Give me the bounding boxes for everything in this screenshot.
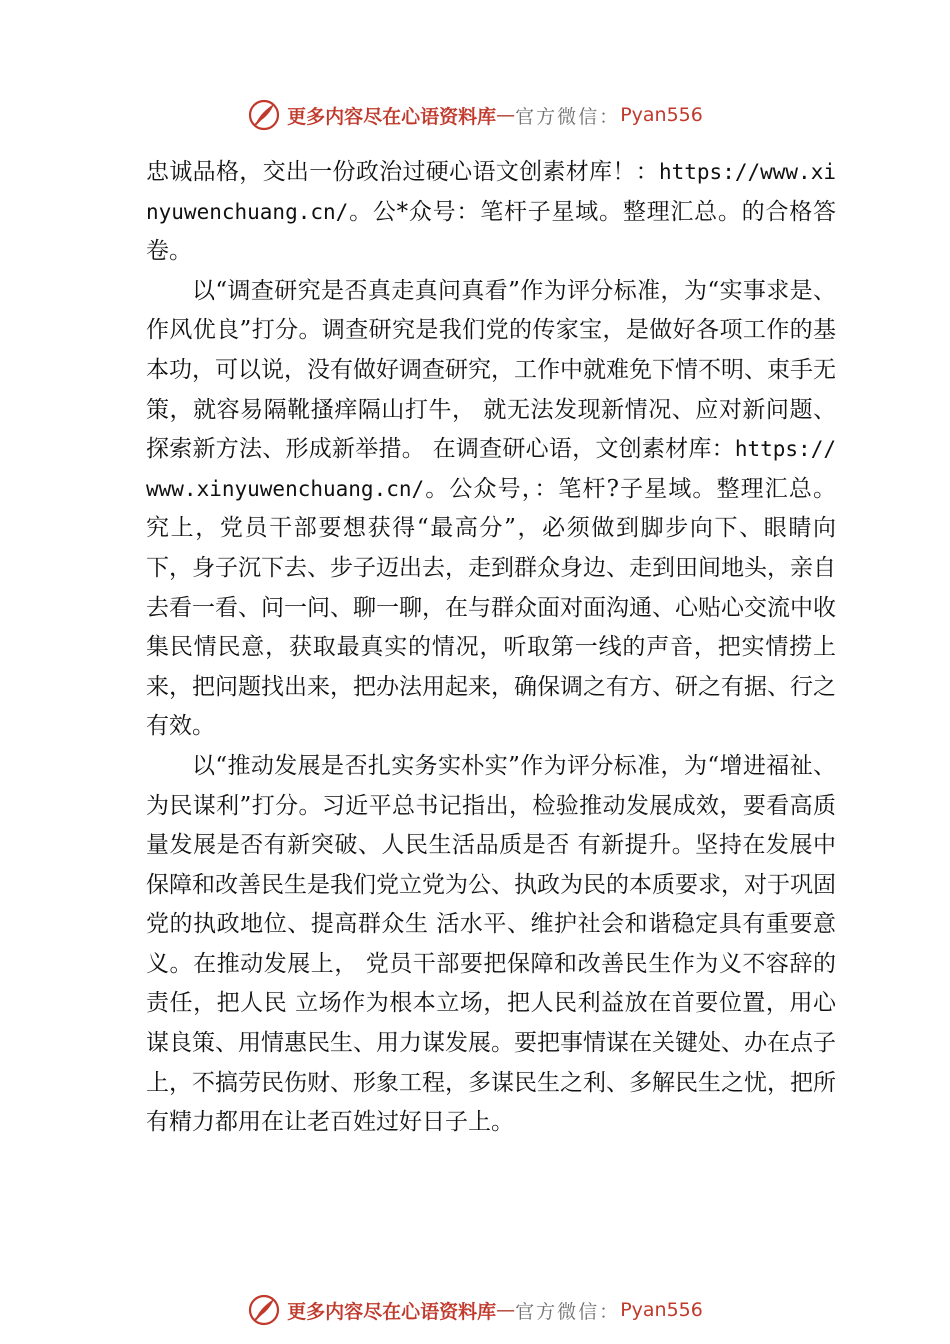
banner-wechat-id: Pyan556: [620, 104, 703, 126]
document-body: [146, 153, 836, 1143]
p0-url: https://www.xinyuwenchuang.cn/: [146, 160, 836, 224]
p0-text-2: 。公*众号：笔杆子星域。整理汇总。的合格答卷。: [146, 198, 836, 265]
p1-text-2: 。公众号，：笔杆?子星域。整理汇总。究上，党员干部要想获得“最高分”，必须做到脚步向下、眼睛向下，身子沉下去、步子迈出去，走到群众身边、走到田间地头，亲自去看一看、问一问、聊一聊，在与群众面对面沟通、心贴心交流中收集民情民意，获取最真实的情况，听取第一线的声音，把实情捞上来，把问题找出来，把办法用起来，确保调之有方、研之有据、行之有效。: [146, 475, 836, 740]
paragraph-1: [146, 272, 836, 747]
p1-url: https://www.xinyuwenchuang.cn/: [146, 437, 836, 501]
paragraph-2: 以“推动发展是否扎实务实朴实”作为评分标准，为“增进福祉、为民谋利”打分。习近平总书记指出，检验推动发展成效，要看高质量发展是否有新突破、人民生活品质是否 有新提升。坚持在发展中保障和改善民生是我们党立党为公、执政为民的本质要求，对于巩固党的执政地位、提高群众生 活水平、维护社会和谐稳定具有重要意义。在推动发展上， 党员干部要把保障和改善民生作为义不容辞的责任，把人民 立场作为根本立场，把人民利益放在首要位置，用心谋良策、用情惠民生、用力谋发展。要把事情谋在关键处、办在点子 上，不搞劳民伤财、形象工程，多谋民生之利、多解民生之忧，把所有精力都用在让老百姓过好日子上。: [146, 752, 836, 1136]
p1-text-1: 以“调查研究是否真走真问真看”作为评分标准，为“实事求是、作风优良”打分。调查研究是我们党的传家宝，是做好各项工作的基本功，可以说，没有做好调查研究，工作中就难免下情不明、束手无策，就容易隔靴搔痒隔山打牛， 就无法发现新情况、应对新问题、探索新方法、形成新举措。 在调查研心语，文创素材库：: [146, 277, 836, 463]
footer-banner: [0, 1290, 950, 1330]
banner-separator: —: [496, 104, 516, 126]
banner-text: [287, 1297, 703, 1324]
banner-main: 更多内容尽在心语资料库: [287, 105, 497, 128]
banner-main: 更多内容尽在心语资料库: [287, 1300, 497, 1323]
quill-logo-icon: [247, 98, 281, 132]
paragraph-0: [146, 153, 836, 272]
header-banner: [0, 95, 950, 135]
banner-separator: —: [496, 1299, 516, 1321]
banner-wechat-id: Pyan556: [620, 1299, 703, 1321]
p0-text-1: 忠诚品格，交出一份政治过硬心语文创素材库！：: [146, 159, 659, 185]
banner-label: 官方微信：: [515, 1300, 621, 1323]
quill-logo-icon: [247, 1293, 281, 1327]
banner-text: [287, 102, 703, 129]
banner-label: 官方微信：: [515, 105, 621, 128]
